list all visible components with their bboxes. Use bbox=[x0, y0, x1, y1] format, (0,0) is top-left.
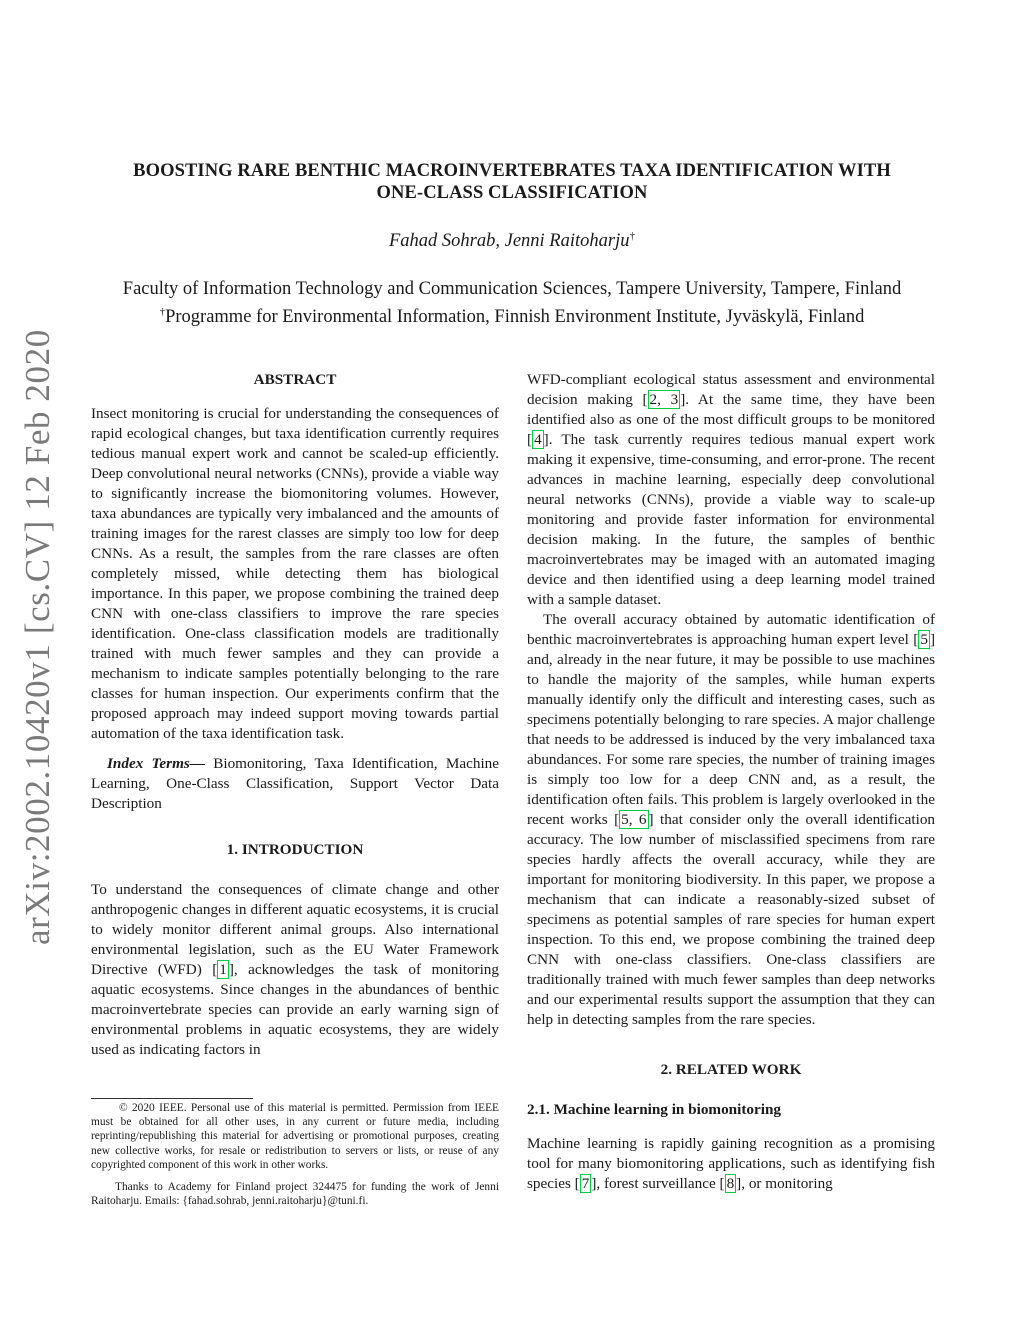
right-paragraph-1: WFD-compliant ecological status assessment and environmental decision making [ 2, 3 ]. At the same time, they have been identified also as one of the most difficult groups to be monitored [ 4 ]. The task currently requires tedious manual expert work making it expensive, time-consuming, and error-prone. The recent advances in machine learning, especially deep convolutional neural networks (CNNs), provide a viable way to scale-up monitoring and provide faster information for environmental decision making. In the future, the samples of benthic macroinvertebrates may be imaged with an automated imaging device and then identified using a deep learning model trained with a sample dataset. bbox=[527, 371, 936, 608]
citation-link[interactable]: 1 bbox=[219, 961, 227, 978]
right-p1-text-c: . The task currently requires tedious manual expert work making it expensive, time-consuming, and error-prone. The recent advances in machine learning, especially deep convolutional neural networks (CNNs), provide a viable way to scale-up monitoring and provide faster information for environmental decision making. In the future, the samples of benthic macroinvertebrates may be imaged with an automated imaging device and then identified using a deep learning model trained with a sample dataset. bbox=[527, 431, 935, 608]
right-paragraph-3: Machine learning is rapidly gaining recognition as a promising tool for many biomonitoring applications, such as identifying fish species [ 7 ], forest surveillance [ 8 ], or monitoring bbox=[527, 1135, 935, 1192]
citation-link[interactable]: 8 bbox=[726, 1175, 735, 1192]
subsection-heading: 2.1. Machine learning in biomonitoring bbox=[527, 1101, 781, 1118]
paper-title bbox=[60, 160, 964, 204]
left-column bbox=[91, 370, 499, 1060]
footnote-copyright: © 2020 IEEE. Personal use of this material is permitted. Permission from IEEE must be obtained for all other uses, in any current or future media, including reprinting/republishing this material for advertising or promotional purposes, creating new collective works, for resale or redistribution to servers or lists, or reuse of any copyrighted component of this work in other works. bbox=[91, 1102, 499, 1171]
title-line-1: BOOSTING RARE BENTHIC MACROINVERTEBRATES TAXA IDENTIFICATION WITH bbox=[133, 161, 891, 181]
authors-text: Fahad Sohrab, Jenni Raitoharju bbox=[389, 231, 630, 252]
abstract-text: Insect monitoring is crucial for understanding the consequences of rapid ecological changes, but taxa identification currently requires tedious manual expert work and cannot be scaled-up efficiently. Deep convolutional neural networks (CNNs), provide a viable way to significantly increase the biomonitoring volumes. However, taxa abundances are typically very imbalanced and the amounts of training images for the rarest classes are simply too low for deep CNNs. As a result, the samples from the rare classes are often completely missed, while detecting them has biological importance. In this paper, we propose combining the trained deep CNN with one-class classifiers to improve the rare species identification. One-class classification models are traditionally trained with much fewer samples and they can provide a mechanism to indicate samples potentially belonging to the rare classes for human inspection. Our experiments confirm that the proposed approach may indeed support moving towards partial automation of the taxa identification task. bbox=[91, 405, 499, 742]
affiliation-1: Faculty of Information Technology and Communication Sciences, Tampere University, Tampere, Finland bbox=[122, 279, 902, 299]
footnote-thanks: Thanks to Academy for Finland project 324475 for funding the work of Jenni Raitoharju. Emails: {fahad.sohrab, jenni.raitoharju}@tuni.fi. bbox=[91, 1181, 499, 1208]
citation-link[interactable]: 7 bbox=[581, 1175, 590, 1192]
right-p1-text-b: . At the same time, they have been identified also as one of the most difficult groups to be monitored bbox=[527, 391, 936, 428]
citation-link[interactable]: 5, 6 bbox=[621, 811, 647, 828]
affiliation-2-text: Programme for Environmental Information, Finnish Environment Institute, Jyväskylä, Finland bbox=[165, 307, 865, 328]
index-terms-label: Index Terms— bbox=[107, 755, 205, 772]
footnote-rule bbox=[91, 1098, 253, 1099]
affiliation-2 bbox=[40, 301, 984, 329]
right-p2-text-b: and, already in the near future, it may be possible to use machines to handle the majority of the samples, while human experts manually identify only the difficult and interesting cases, such as specimens potentially belonging to rare species. A major challenge that needs to be addressed is induced by the very imbalanced taxa abundances. For some rare species, the number of training images is simply too low for a deep CNN and, as a result, the identification often fails. This problem is largely overlooked in the recent works bbox=[527, 651, 935, 828]
right-column bbox=[527, 370, 935, 1194]
intro-text-a: To understand the consequences of climate change and other anthropogenic changes in different aquatic ecosystems, it is crucial to widely monitor different animal groups. Also international environmental legislation, such as the EU Water Framework Directive (WFD) bbox=[91, 881, 499, 978]
index-terms bbox=[91, 754, 499, 814]
index-terms-text: Biomonitoring, Taxa Identification, Machine Learning, One-Class Classification, Support Vector Data Description bbox=[91, 755, 499, 812]
affiliations bbox=[40, 278, 984, 329]
intro-text-b: , acknowledges the task of monitoring aquatic ecosystems. Since changes in the abundances of benthic macroinvertebrate species can provide an early warning sign of environmental problems in aquatic ecosystems, they are widely used as indicating factors in bbox=[91, 961, 499, 1058]
title-line-2: ONE-CLASS CLASSIFICATION bbox=[376, 183, 648, 203]
right-p2-text-c: that consider only the overall identification accuracy. The low number of misclassified specimens from rare species hardly affects the overall accuracy, while they are important for monitoring biodiversity. In this paper, we propose a mechanism that can indicate a reasonably-sized subset of specimens as potential samples of rare species for human expert inspection. To this end, we propose combining the trained deep CNN with one-class classifiers. One-class classifiers are traditionally trained with much fewer samples than deep networks and our experimental results support the assumption that they can help in detecting samples from the rare species. bbox=[527, 811, 936, 1028]
citation-link[interactable]: 2, 3 bbox=[649, 391, 679, 408]
related-work-heading: 2. RELATED WORK bbox=[660, 1061, 802, 1078]
right-p2-text-a: The overall accuracy obtained by automatic identification of benthic macroinvertebrates is approaching human expert level bbox=[527, 611, 935, 648]
right-p3-text-a: Machine learning is rapidly gaining recognition as a promising tool for many biomonitoring applications, such as identifying fish species bbox=[527, 1135, 935, 1192]
intro-paragraph: To understand the consequences of climate change and other anthropogenic changes in different aquatic ecosystems, it is crucial to widely monitor different animal groups. Also international environmental legislation, such as the EU Water Framework Directive (WFD) [ 1 ], acknowledges the task of monitoring aquatic ecosystems. Since changes in the abundances of benthic macroinvertebrate species can provide an early warning sign of environmental problems in aquatic ecosystems, they are widely used as indicating factors in bbox=[91, 881, 499, 1058]
affiliation-2-dagger: † bbox=[159, 306, 166, 318]
right-p3-text-b: , forest surveillance bbox=[596, 1175, 720, 1192]
citation-link[interactable]: 5 bbox=[920, 631, 928, 648]
author-list bbox=[60, 230, 964, 252]
right-paragraph-2: The overall accuracy obtained by automatic identification of benthic macroinvertebrates is approaching human expert level [ 5 ] and, already in the near future, it may be possible to use machines to handle the majority of the samples, while human experts manually identify only the difficult and interesting cases, such as specimens potentially belonging to rare species. A major challenge that needs to be addressed is induced by the very imbalanced taxa abundances. For some rare species, the number of training images is simply too low for a deep CNN and, as a result, the identification often fails. This problem is largely overlooked in the recent works [ 5, 6 ] that consider only the overall identification accuracy. The low number of misclassified specimens from rare species hardly affects the overall accuracy, while they are important for monitoring biodiversity. In this paper, we propose a mechanism that can indicate a reasonably-sized subset of specimens as potential samples of rare species for human expert inspection. To this end, we propose combining the trained deep CNN with one-class classifiers. One-class classifiers are traditionally trained with much fewer samples than deep networks and our experimental results support the assumption that they can help in detecting samples from the rare species. bbox=[527, 611, 936, 1028]
right-p3-text-c: , or monitoring bbox=[741, 1175, 833, 1192]
right-p1-text-a: WFD-compliant ecological status assessment and environmental decision making bbox=[527, 371, 935, 408]
authors-dagger: † bbox=[629, 230, 635, 242]
abstract-heading: ABSTRACT bbox=[253, 371, 337, 388]
intro-heading: 1. INTRODUCTION bbox=[226, 841, 364, 858]
citation-link[interactable]: 4 bbox=[534, 431, 542, 448]
arxiv-identifier: arXiv:2002.10420v1 [cs.CV] 12 Feb 2020 bbox=[18, 329, 57, 945]
